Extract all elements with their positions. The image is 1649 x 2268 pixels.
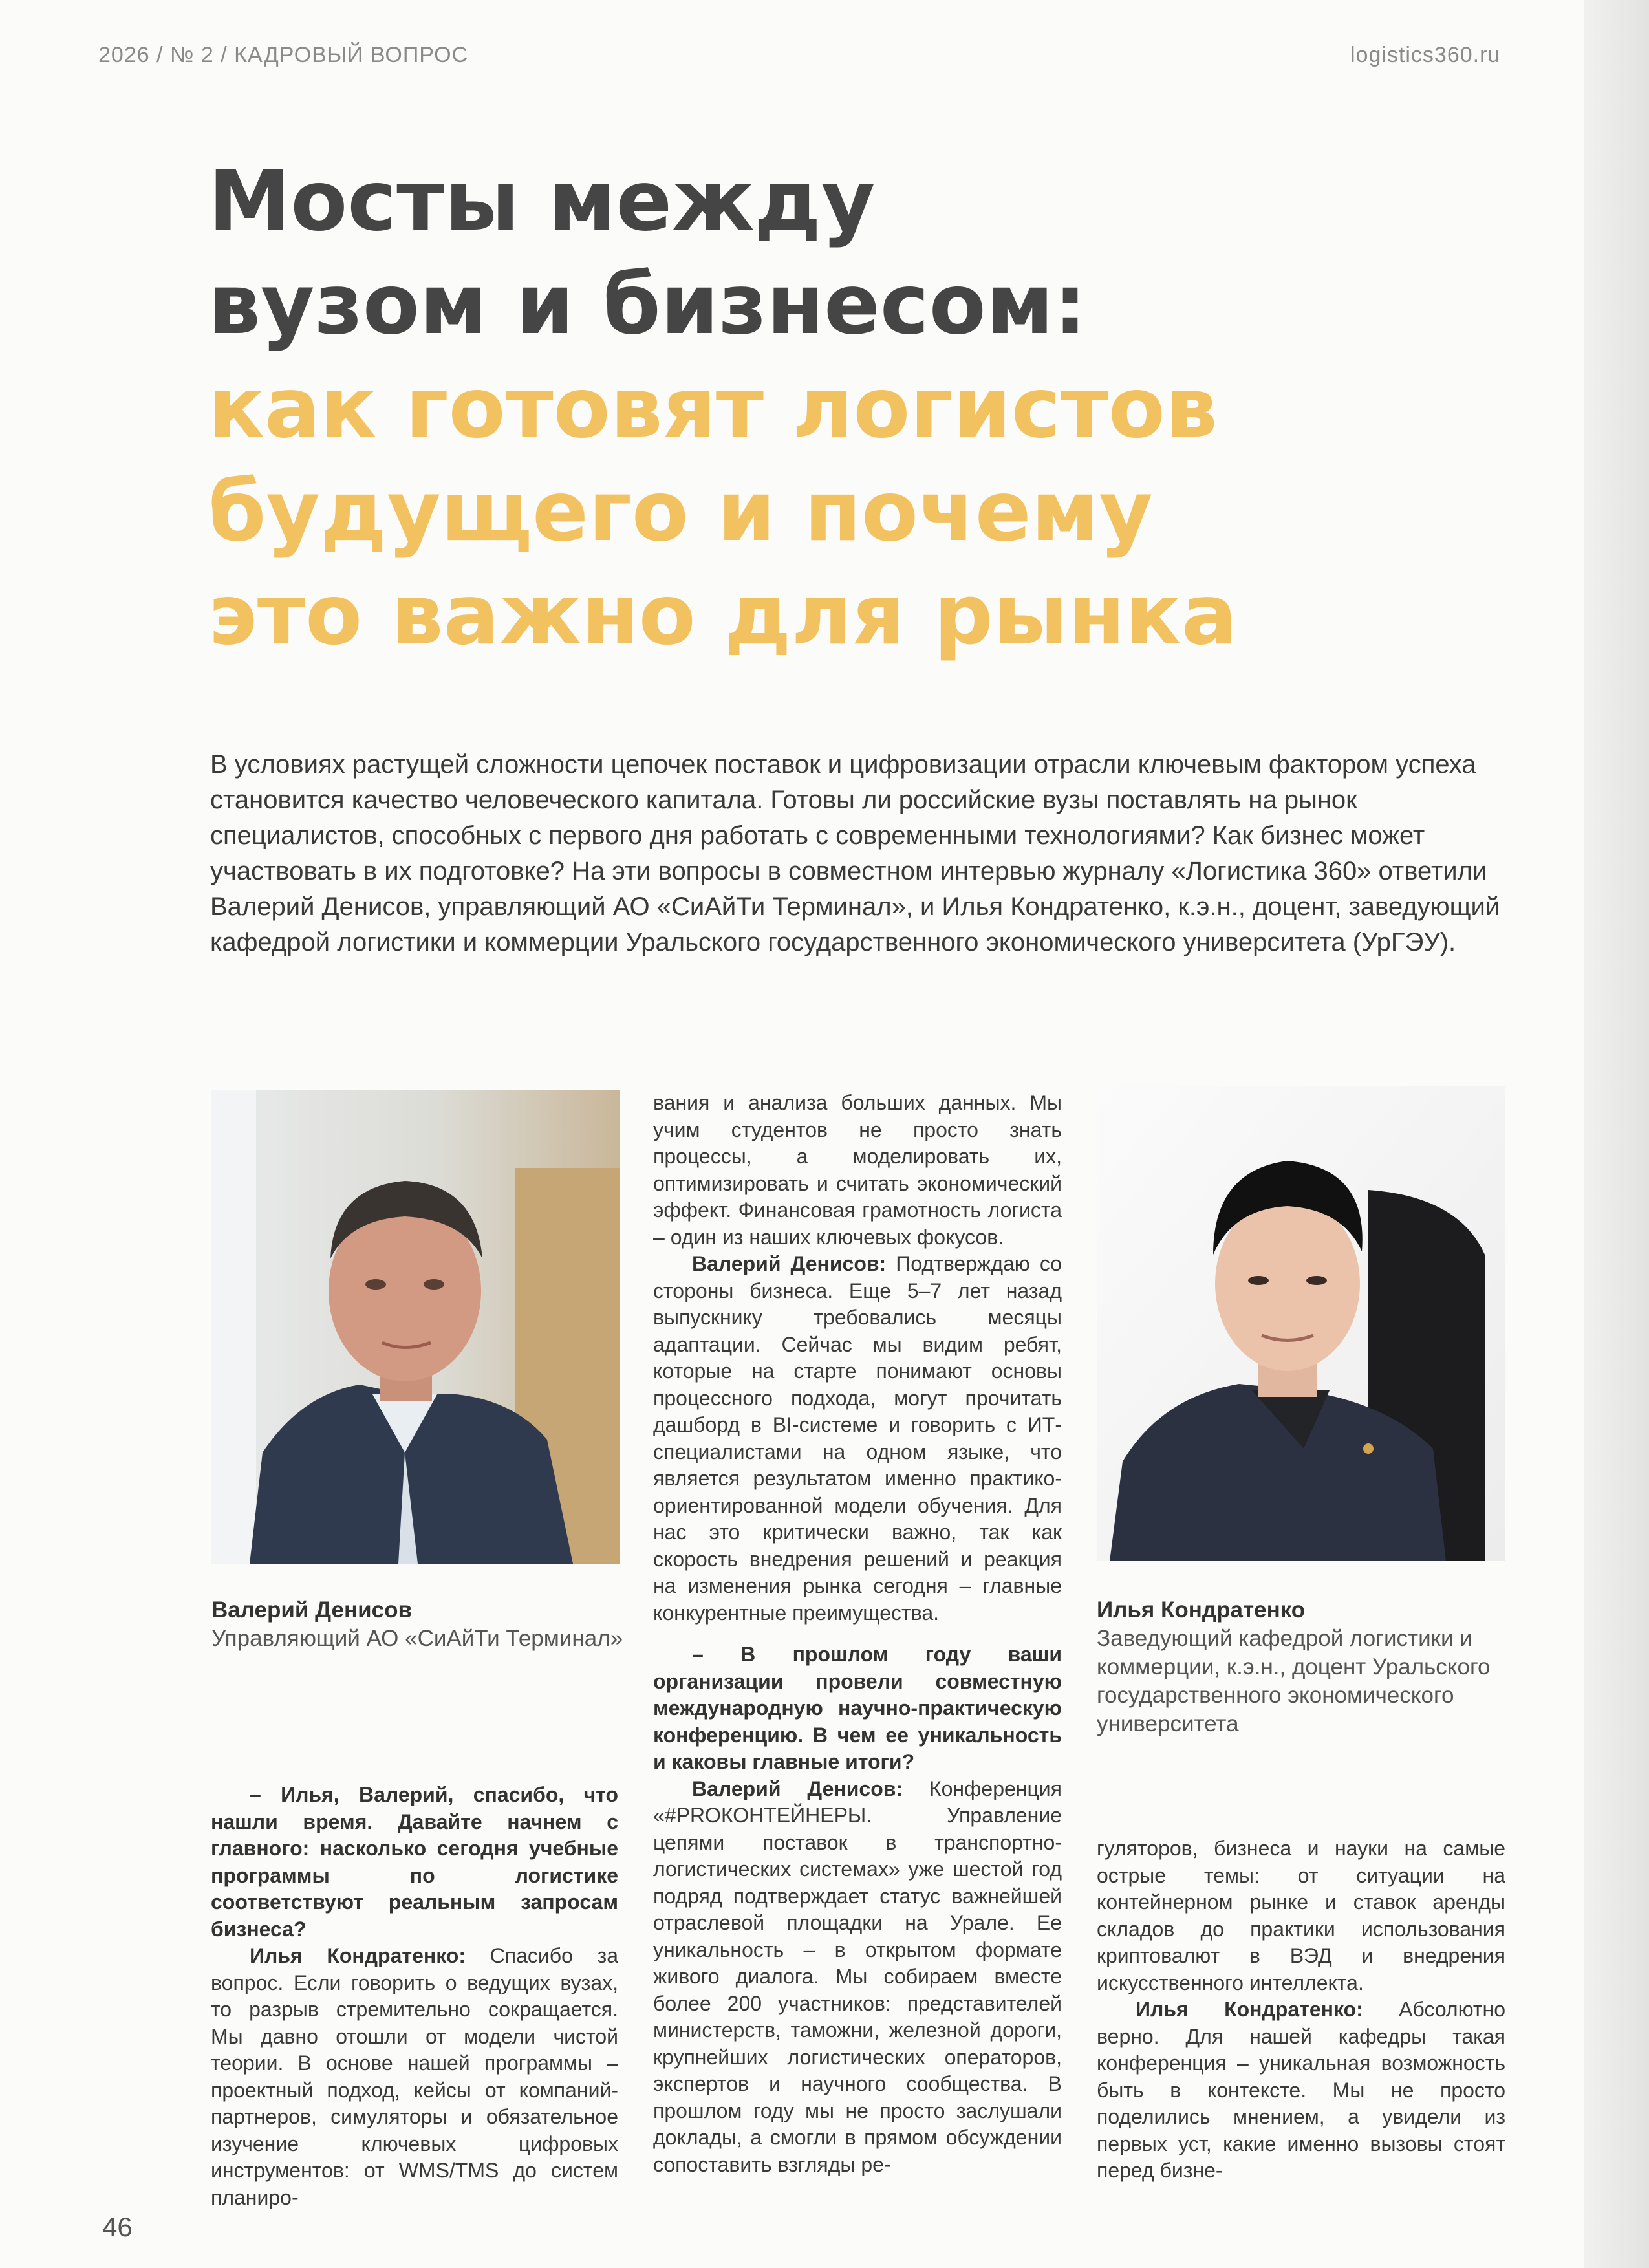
title-line-2: вузом и бизнесом: <box>208 257 1087 353</box>
article-title <box>208 150 1502 667</box>
denisov-portrait <box>211 1090 620 1564</box>
col2-paragraph-1: вания и анализа больших данных. Мы учим студентов не просто знать процессы, а моделировать их, оптимизировать и считать экономический эффект. Финансовая грамотность логиста – один из наших ключевых фокусов. <box>653 1091 1062 1249</box>
site-url: logistics360.ru <box>1350 43 1501 67</box>
col2-answer-2-text: Конференция «#PROКОНТЕЙНЕРЫ. Управление цепями поставок в транспортно-логистических системах» уже шестой год подряд подтверждает статус важнейшей отраслевой площадки на Урале. Ее уникальность – в открытом формате живого диалога. Мы собираем вместе более 200 участников: представителей министерств, таможни, железной дороги, крупнейших логистических операторов, экспертов и научного сообщества. В прошлом году мы не просто заслушали доклады, а смогли в прямом обсуждении сопоставить взгляды ре- <box>653 1777 1062 2176</box>
title-line-5: это важно для рынка <box>208 567 1238 664</box>
lead-paragraph: В условиях растущей сложности цепочек поставок и цифровизации отрасли ключевым фактором успеха становится качество человеческого капитала. Готовы ли российские вузы поставлять на рынок специалистов, способных с первого дня работать с современными технологиями? Как бизнес может участвовать в их подготовке? На эти вопросы в совместном интервью журналу «Логистика 360» ответили Валерий Денисов, управляющий АО «СиАйТи Терминал», и Илья Кондратенко, к.э.н., доцент, заведующий кафедрой логистики и коммерции Уральского государственного экономического университета (УрГЭУ). <box>210 750 1500 956</box>
denisov-role: Управляющий АО «СиАйТи Терминал» <box>211 1626 623 1651</box>
col2-answer-1 <box>653 1251 1062 1626</box>
denisov-name: Валерий Денисов <box>211 1597 412 1623</box>
column-2-top <box>653 1090 1062 1626</box>
column-1 <box>211 1782 618 2211</box>
question-2-text: – В прошлом году ваши организации провели совместную международную научно-практическую конференцию. В чем ее уникальность и каковы главные итоги? <box>653 1643 1062 1773</box>
col3-answer-1-text: Абсолютно верно. Для нашей кафедры такая конференция – уникальная возможность быть в контексте. Мы не просто поделились мнением, а увидели из первых уст, какие именно вызовы стоят перед бизне- <box>1097 1998 1505 2182</box>
col2-answer-1-text: Подтверждаю со стороны бизнеса. Еще 5–7 лет назад выпускнику требовались месяцы адаптации. Сейчас мы видим ребят, которые на старте понимают основы процессного подхода, могут прочитать дашборд в BI-системе и говорить с ИТ-специалистами на одном языке, что является результатом именно практико-ориентированной модели обучения. Для нас это критически важно, так как скорость внедрения решений и реакция на изменения рынка сегодня – главные конкурентные преимущества. <box>653 1252 1062 1625</box>
speaker-kondratenko-2: Илья Кондратенко: <box>1136 1998 1363 2021</box>
col3-answer-1 <box>1097 1996 1505 2185</box>
speaker-denisov-2: Валерий Денисов: <box>692 1777 903 1800</box>
speaker-kondratenko: Илья Кондратенко: <box>250 1944 466 1967</box>
col2-question-2 <box>653 1641 1062 1776</box>
kondratenko-photo <box>1097 1086 1505 1561</box>
issue-header: 2026 / № 2 / КАДРОВЫЙ ВОПРОС <box>98 43 469 67</box>
column-2-bottom <box>653 1641 1062 2178</box>
col1-answer-1 <box>211 1943 618 2211</box>
col3-paragraph-1: гуляторов, бизнеса и науки на самые острые темы: от ситуации на контейнерном рынке и ставок аренды складов до практики использования криптовалют в ВЭД и внедрения искусственного интеллекта. <box>1097 1837 1505 1994</box>
page-edge-shadow <box>1584 0 1649 2268</box>
denisov-caption <box>211 1596 625 1653</box>
col1-question-1 <box>211 1782 618 1943</box>
col1-answer-1-text: Спасибо за вопрос. Если говорить о ведущих вузах, то разрыв стремительно сокращается. Мы давно отошли от модели чистой теории. В основе нашей программы – проектный подход, кейсы от компаний-партнеров, симуляторы и обязательное изучение ключевых цифровых инструментов: от WMS/TMS до систем планиро- <box>211 1944 618 2209</box>
col2-answer-2 <box>653 1776 1062 2179</box>
title-line-3: как готовят логистов <box>208 360 1218 457</box>
kondratenko-portrait <box>1097 1086 1505 1561</box>
question-1-text: – Илья, Валерий, спасибо, что нашли время. Давайте начнем с главного: насколько сегодня учебные программы по логистике соответствуют реальным запросам бизнеса? <box>211 1783 618 1941</box>
page-number: 46 <box>102 2212 133 2242</box>
kondratenko-role: Заведующий кафедрой логистики и коммерции, к.э.н., доцент Уральского государственного экономического университета <box>1097 1626 1491 1736</box>
speaker-denisov: Валерий Денисов: <box>692 1252 887 1275</box>
title-line-4: будущего и почему <box>208 464 1153 560</box>
kondratenko-caption <box>1097 1596 1511 1738</box>
column-3 <box>1097 1835 1505 2185</box>
kondratenko-name: Илья Кондратенко <box>1097 1597 1306 1623</box>
denisov-photo <box>211 1090 620 1564</box>
title-line-1: Мосты между <box>208 153 876 250</box>
